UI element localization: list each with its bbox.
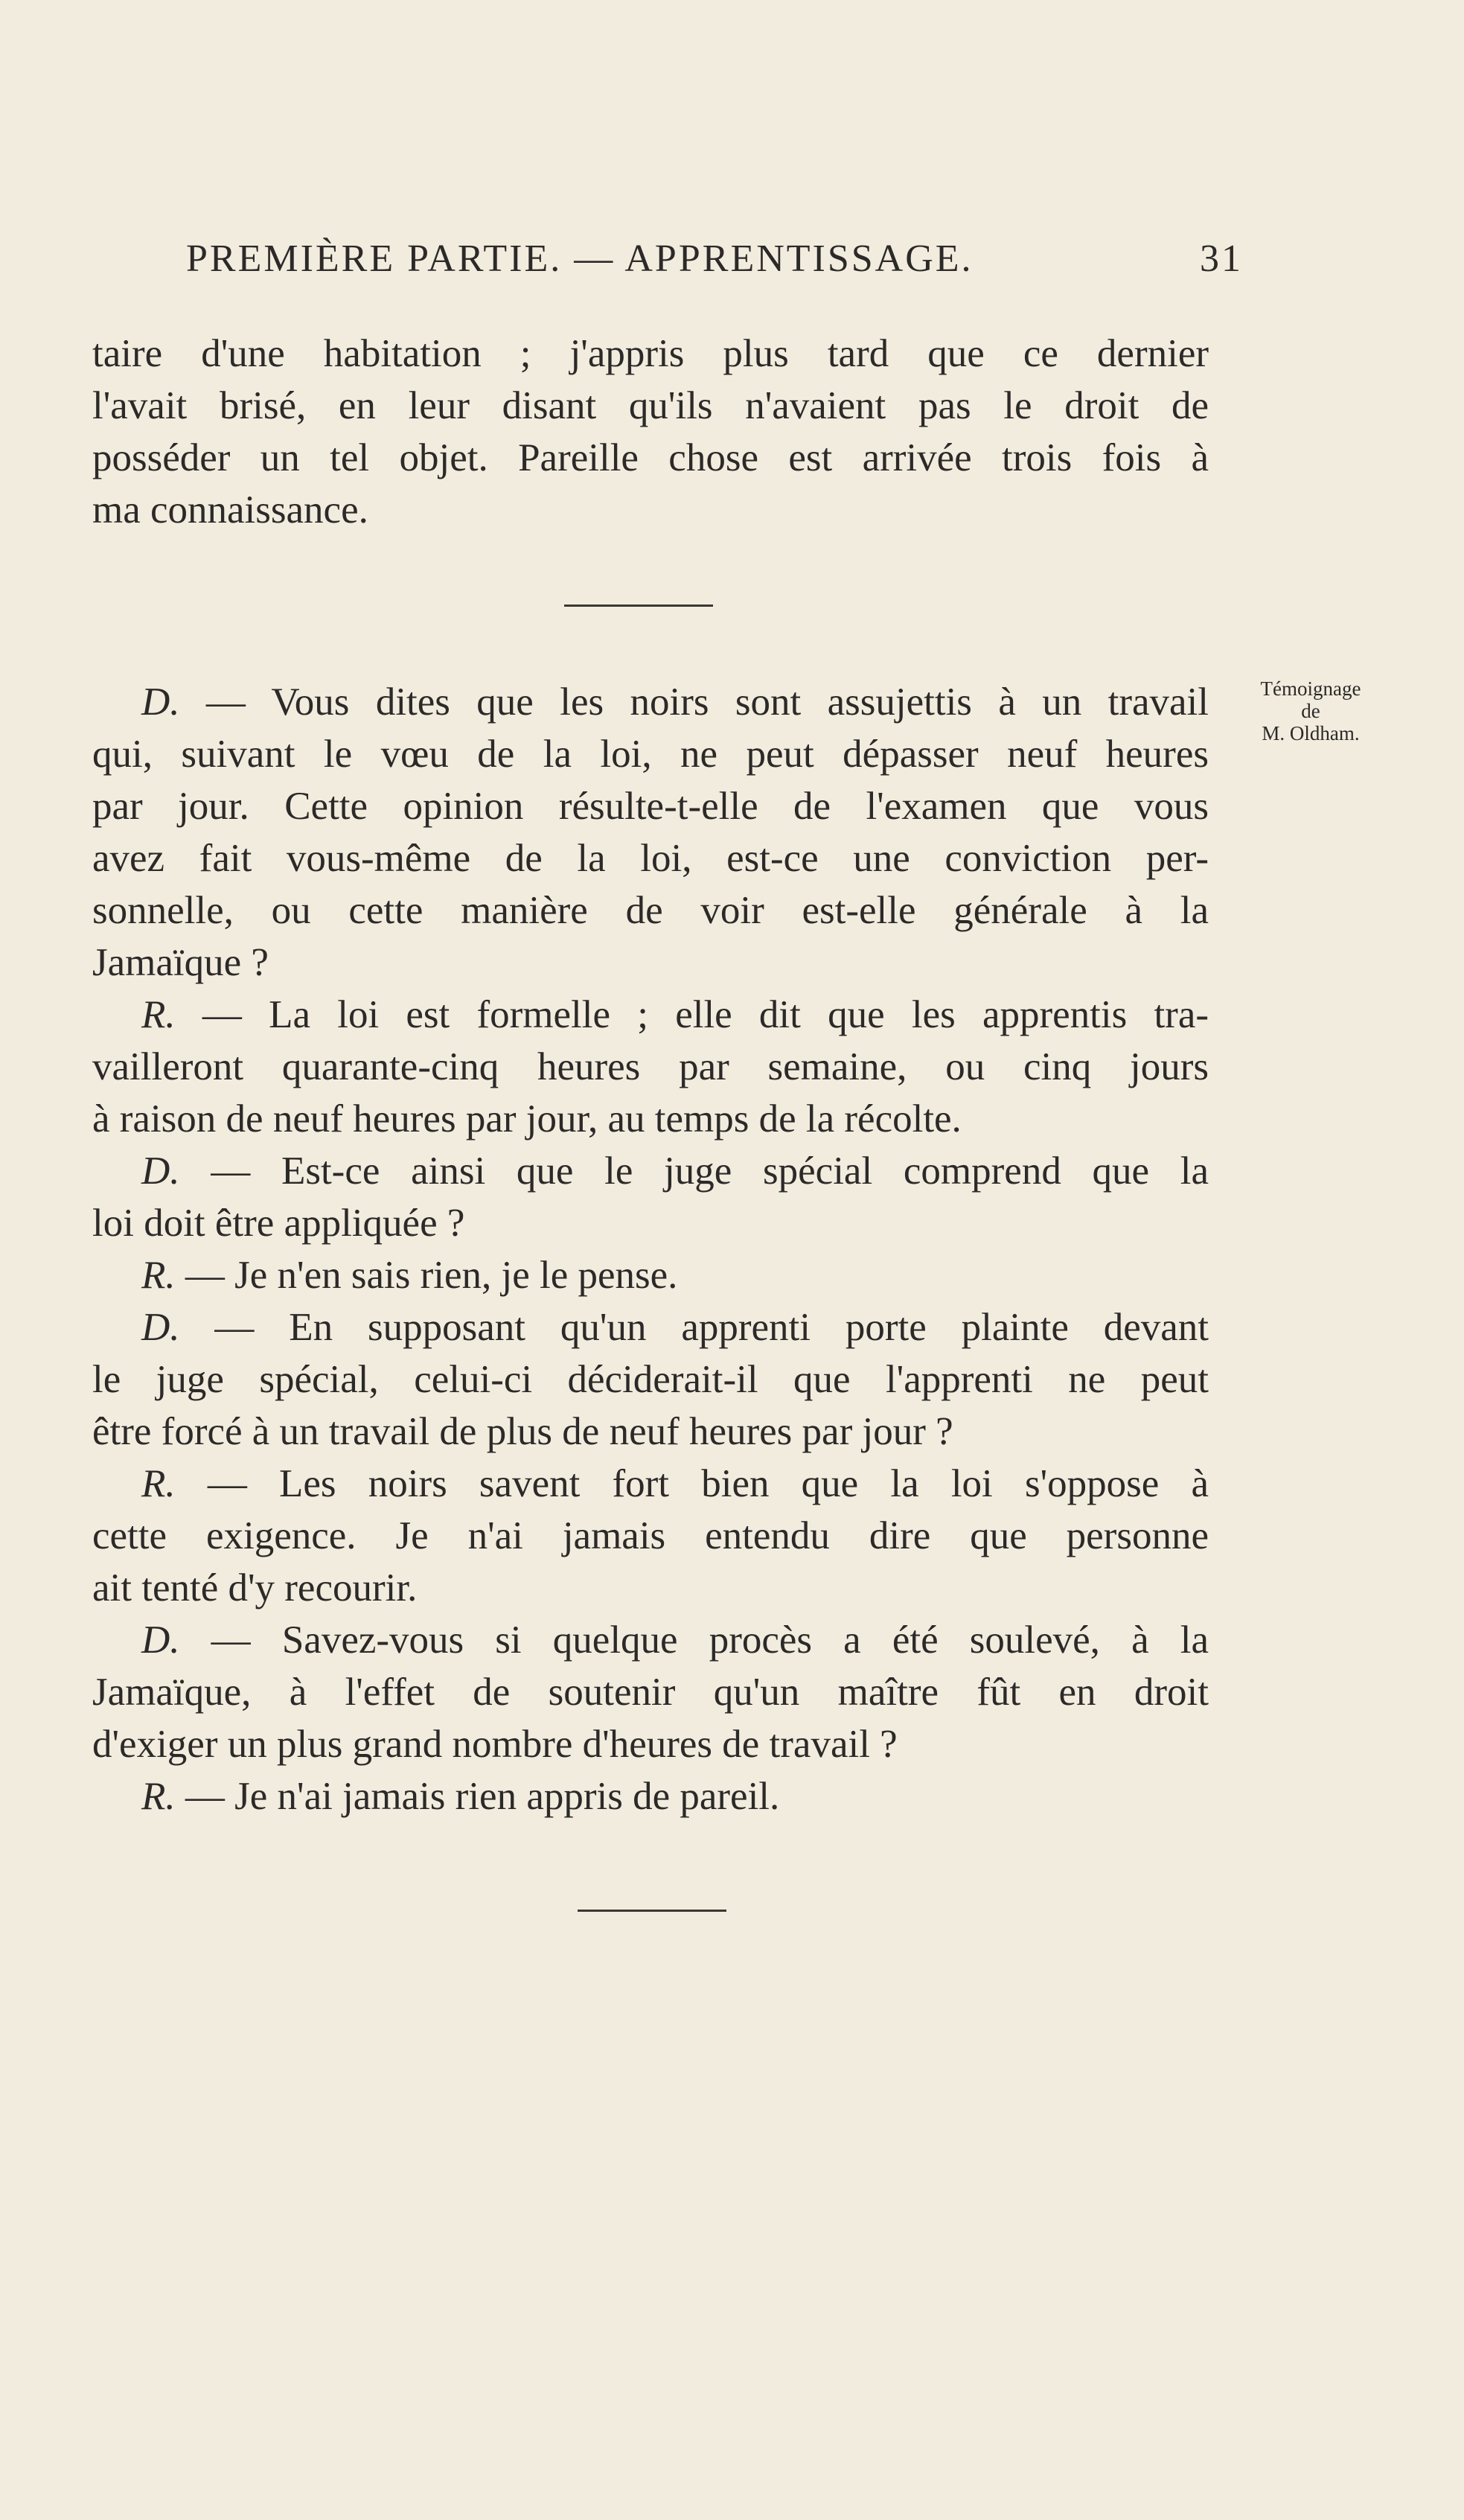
answer-line: R. — Je n'ai jamais rien appris de pareil. <box>141 1775 780 1818</box>
text-line: qui, suivant le vœu de la loi, ne peut dépasser neuf heures <box>92 733 1209 776</box>
running-title: PREMIÈRE PARTIE. — APPRENTISSAGE. <box>186 237 974 280</box>
text-line: vailleront quarante-cinq heures par semaine, ou cinq jours <box>92 1045 1209 1088</box>
question-line: D. — Savez-vous si quelque procès a été soulevé, à la <box>141 1618 1209 1662</box>
text-line: loi doit être appliquée ? <box>92 1202 465 1245</box>
text-line: l'avait brisé, en leur disant qu'ils n'avaient pas le droit de <box>92 384 1209 427</box>
text-line: sonnelle, ou cette manière de voir est-elle générale à la <box>92 889 1209 932</box>
text-line: ma connaissance. <box>92 488 368 532</box>
margin-note: Témoignage de M. Oldham. <box>1260 677 1361 744</box>
text-line: être forcé à un travail de plus de neuf heures par jour ? <box>92 1410 953 1453</box>
closing-divider <box>578 1910 726 1912</box>
page-number: 31 <box>1200 237 1243 280</box>
answer-line: R. — Je n'en sais rien, je le pense. <box>141 1254 678 1297</box>
text-line: Jamaïque ? <box>92 941 269 984</box>
question-line: D. — En supposant qu'un apprenti porte plainte devant <box>141 1306 1209 1349</box>
text-line: avez fait vous-même de la loi, est-ce une conviction per- <box>92 837 1209 880</box>
text-line: taire d'une habitation ; j'appris plus tard que ce dernier <box>92 332 1209 375</box>
text-line: Jamaïque, à l'effet de soutenir qu'un maître fût en droit <box>92 1671 1209 1714</box>
answer-line: R. — La loi est formelle ; elle dit que les apprentis tra- <box>141 993 1209 1036</box>
text-line: ait tenté d'y recourir. <box>92 1566 418 1610</box>
answer-line: R. — Les noirs savent fort bien que la loi s'oppose à <box>141 1462 1209 1505</box>
text-line: posséder un tel objet. Pareille chose est arrivée trois fois à <box>92 436 1209 479</box>
question-line: D. — Vous dites que les noirs sont assujettis à un travail <box>141 680 1209 724</box>
running-header <box>186 237 1243 289</box>
text-line: à raison de neuf heures par jour, au temps de la récolte. <box>92 1097 962 1141</box>
text-line: cette exigence. Je n'ai jamais entendu dire que personne <box>92 1514 1209 1557</box>
text-line: le juge spécial, celui-ci déciderait-il que l'apprenti ne peut <box>92 1358 1209 1401</box>
text-line: par jour. Cette opinion résulte-t-elle de l'examen que vous <box>92 785 1209 828</box>
section-divider <box>564 605 713 607</box>
text-line: d'exiger un plus grand nombre d'heures de travail ? <box>92 1723 898 1766</box>
question-line: D. — Est-ce ainsi que le juge spécial comprend que la <box>141 1149 1209 1193</box>
